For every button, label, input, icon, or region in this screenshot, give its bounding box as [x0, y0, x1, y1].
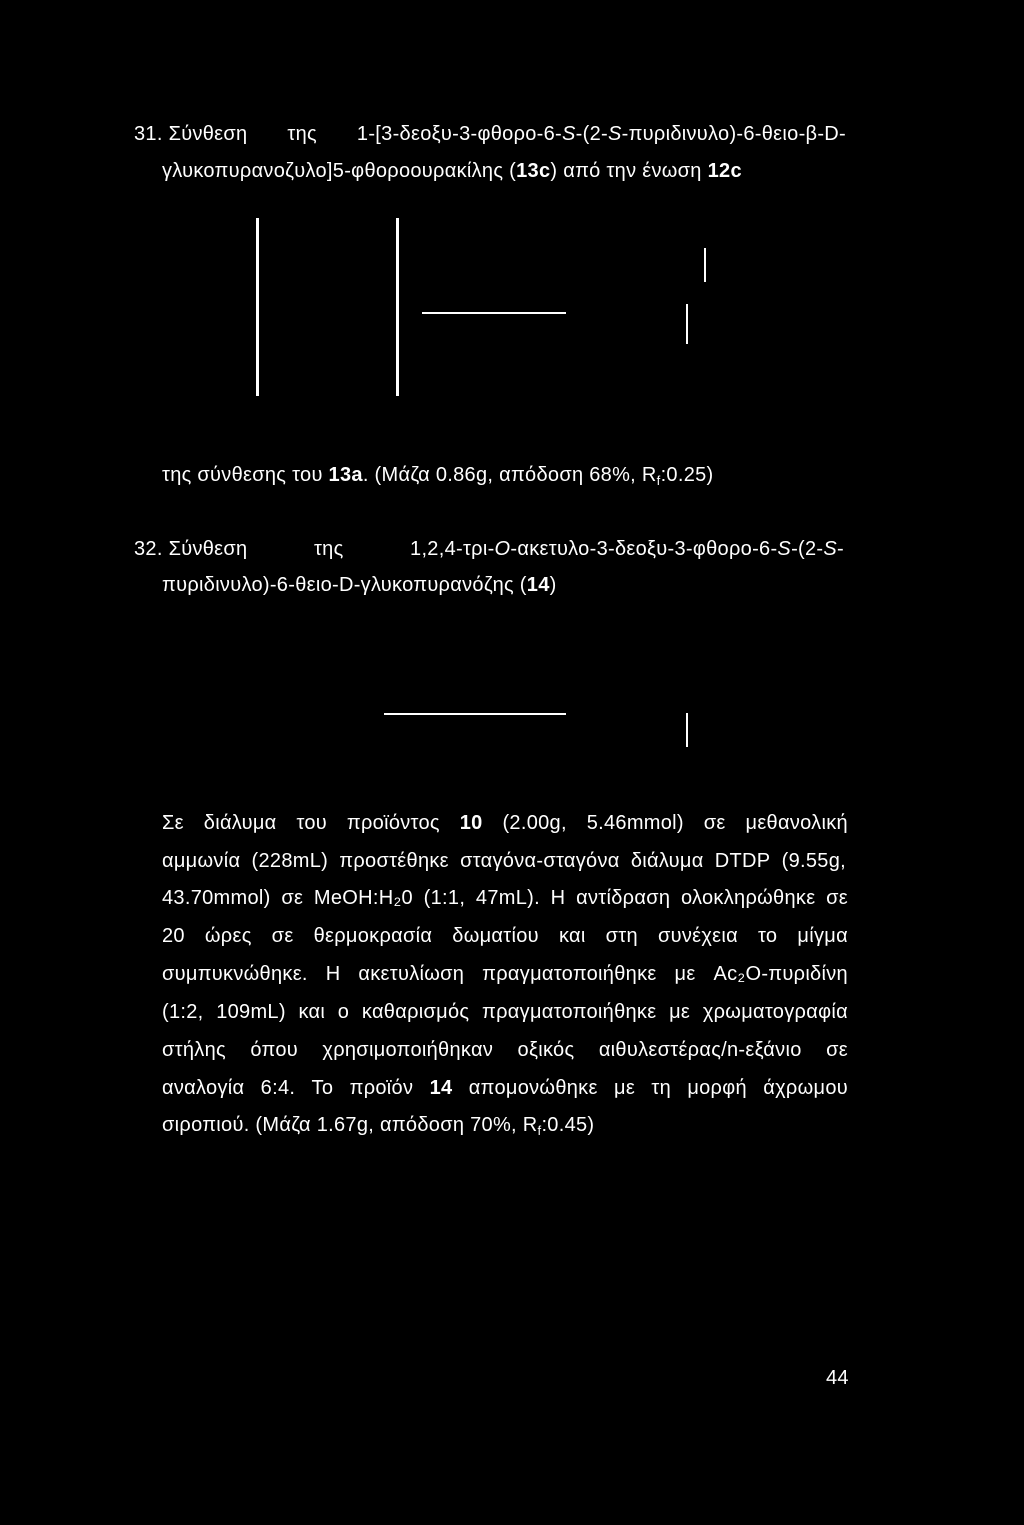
- procedure-line-8: αναλογία 6:4. Το προϊόν 14 απομονώθηκε με τη μορφή άχρωμου: [162, 1077, 848, 1099]
- procedure-line-6: (1:2, 109mL) και ο καθαρισμός πραγματοποιήθηκε με χρωματογραφία: [162, 1001, 848, 1023]
- section-31-word: της: [287, 123, 317, 145]
- procedure-line-5: συμπυκνώθηκε. Η ακετυλίωση πραγματοποιήθηκε με Ac₂O-πυριδίνη: [162, 963, 848, 985]
- section-32-heading: [134, 537, 844, 561]
- section-32-heading-line2: πυριδινυλο)-6-θειο-D-γλυκοπυρανόζης (14): [162, 574, 557, 596]
- section-31-title: 1-[3-δεοξυ-3-φθορο-6-S-(2-S-πυριδινυλο)-6-θειο-β-D-: [356, 123, 846, 145]
- procedure-line-4: 20 ώρες σε θερμοκρασία δωματίου και στη συνέχεια το μίγμα: [162, 925, 848, 947]
- section-32-number: 32. Σύνθεση: [134, 538, 248, 560]
- section-32-word: της: [313, 538, 344, 560]
- section-31-heading-line2: γλυκοπυρανοζυλο]5-φθοροουρακίλης (13c) από την ένωση 12c: [162, 160, 742, 182]
- procedure-line-3: 43.70mmol) σε MeOH:H₂0 (1:1, 47mL). Η αντίδραση ολοκληρώθηκε σε: [162, 887, 848, 909]
- section-32-title: 1,2,4-τρι-O-ακετυλο-3-δεοξυ-3-φθορο-6-S-(2-S-: [410, 538, 844, 560]
- procedure-line-9: σιροπιού. (Μάζα 1.67g, απόδοση 70%, $R_f:0.45$): [162, 1114, 595, 1138]
- page-number: 44: [826, 1367, 849, 1389]
- procedure-line-7: στήλης όπου χρησιμοποιήθηκαν οξικός αιθυλεστέρας/n-εξάνιο σε: [162, 1039, 848, 1061]
- scheme-vertical-line: [396, 218, 399, 396]
- scheme-vertical-line: [256, 218, 259, 396]
- scheme-short-line: [704, 248, 706, 282]
- scheme-short-line: [686, 304, 688, 344]
- section-31-result: της σύνθεσης του 13a. (Μάζα 0.86g, απόδοση 68%, $R_f:0.25$): [162, 464, 714, 488]
- scheme-arrow-line: [422, 312, 566, 314]
- scheme-arrow-line: [384, 713, 566, 715]
- procedure-line-1: Σε διάλυμα του προϊόντος 10 (2.00g, 5.46mmol) σε μεθανολική: [162, 812, 848, 834]
- procedure-line-2: αμμωνία (228mL) προστέθηκε σταγόνα-σταγόνα διάλυμα DTDP (9.55g,: [162, 850, 846, 872]
- section-31-heading: [134, 122, 846, 146]
- scheme-short-line: [686, 713, 688, 747]
- section-31-number: 31. Σύνθεση: [134, 123, 248, 145]
